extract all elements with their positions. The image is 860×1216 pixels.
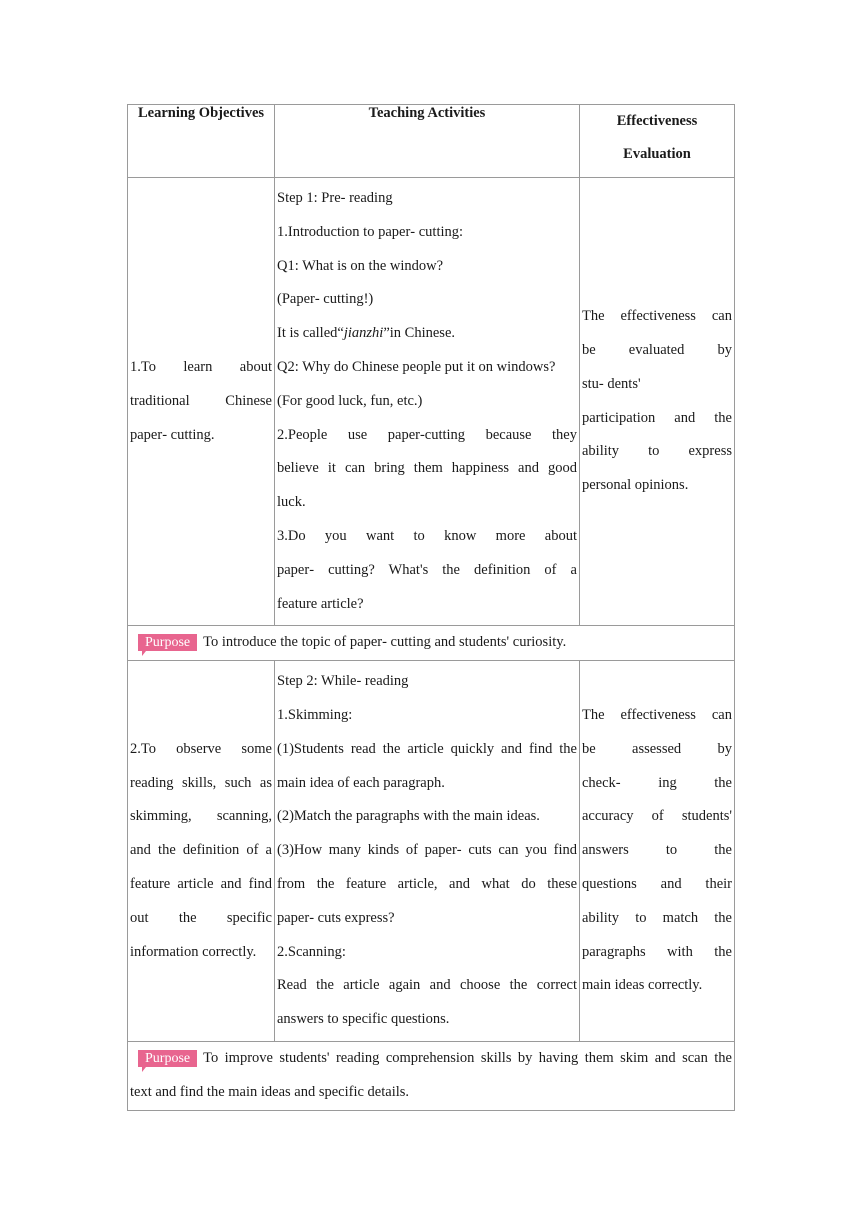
activity-line: answers to specific questions. [277, 1011, 450, 1028]
evaluation-line: The effectiveness can [582, 706, 732, 723]
objective-cell-2 [128, 661, 275, 1042]
activity-line: feature article? [277, 595, 364, 612]
activity-line: believe it can bring them happiness and good [277, 460, 577, 477]
activities-cell-1 [275, 178, 580, 626]
activity-line: luck. [277, 494, 306, 511]
evaluation-line: The effectiveness can [582, 308, 732, 325]
activities-cell-2 [275, 661, 580, 1042]
objective-line: 2.To observe some [130, 740, 272, 757]
purpose-tag: Purpose [138, 634, 197, 651]
evaluation-line: personal opinions. [582, 477, 689, 494]
activity-line: (3)How many kinds of paper‐ cuts can you find [277, 842, 577, 859]
objective-line: paper‐ cutting. [130, 426, 215, 443]
activity-line [277, 317, 577, 351]
activity-line: paper‐ cuts express? [277, 909, 395, 926]
objective-line: 1.To learn about [130, 358, 272, 375]
activity-line: (For good luck, fun, etc.) [277, 392, 423, 409]
activity-line: Q2: Why do Chinese people put it on windows? [277, 358, 556, 375]
evaluation-line: stu‐ dents' [582, 375, 641, 392]
purpose-text: To improve students' reading comprehension skills by having them skim and scan the [203, 1049, 732, 1066]
purpose-line: text and find the main ideas and specific details. [130, 1083, 410, 1100]
evaluation-cell-2 [580, 661, 735, 1042]
lesson-plan-table [127, 104, 735, 1111]
purpose-row [128, 626, 735, 661]
activity-line: 2.People use paper‐cutting because they [277, 426, 577, 443]
objective-line: skimming, scanning, [130, 808, 272, 825]
activity-line: 1.Introduction to paper‐ cutting: [277, 223, 464, 240]
evaluation-line: accuracy of students' [582, 808, 732, 825]
purpose-row [128, 1041, 735, 1110]
objective-line: information correctly. [130, 943, 257, 960]
header-effectiveness-evaluation [580, 105, 735, 178]
evaluation-line: check‐ ing the [582, 774, 732, 791]
activity-line: 2.Scanning: [277, 943, 346, 960]
objective-line: out the specific [130, 909, 272, 926]
header-row [128, 105, 735, 178]
purpose-text: To introduce the topic of paper‐ cutting and students' curiosity. [203, 634, 567, 651]
evaluation-line: be assessed by [582, 740, 732, 757]
purpose-cell-1 [128, 626, 735, 661]
evaluation-line: participation and the [582, 409, 732, 426]
table-row [128, 178, 735, 626]
evaluation-line: main ideas correctly. [582, 977, 703, 994]
activity-line: main idea of each paragraph. [277, 774, 445, 791]
activity-text: ”in Chinese. [383, 325, 456, 342]
activity-line: Step 1: Pre‐ reading [277, 190, 393, 206]
header-eval-line1: Effectiveness [616, 113, 698, 129]
header-eval-line2: Evaluation [623, 146, 691, 162]
activity-text: It is called“ [277, 325, 344, 342]
activity-line: Step 2: While‐ reading [277, 673, 409, 690]
purpose-cell-2 [128, 1041, 735, 1110]
evaluation-line: paragraphs with the [582, 943, 732, 960]
purpose-tag: Purpose [138, 1050, 197, 1067]
activity-italic-text: jianzhi [343, 325, 384, 342]
objective-cell-1 [128, 178, 275, 626]
objective-line: feature article and find [130, 875, 272, 892]
activity-line: 3.Do you want to know more about [277, 527, 577, 544]
objective-line: and the definition of a [130, 842, 272, 859]
activity-line: (1)Students read the article quickly and find the [277, 740, 577, 757]
evaluation-line: be evaluated by [582, 342, 732, 359]
evaluation-cell-1 [580, 178, 735, 626]
header-teaching-activities: Teaching Activities [275, 105, 580, 178]
evaluation-line: questions and their [582, 875, 732, 892]
activity-line: from the feature article, and what do these [277, 875, 577, 892]
table-row [128, 661, 735, 1042]
evaluation-line: ability to express [582, 443, 732, 460]
objective-line: reading skills, such as [130, 774, 272, 791]
evaluation-line: ability to match the [582, 909, 732, 926]
activity-line: Q1: What is on the window? [277, 257, 444, 274]
activity-line: (2)Match the paragraphs with the main ideas. [277, 808, 540, 825]
activity-line: 1.Skimming: [277, 706, 353, 723]
activity-line: Read the article again and choose the correct [277, 977, 577, 994]
activity-line: paper‐ cutting? What's the definition of a [277, 561, 577, 578]
objective-line: traditional Chinese [130, 392, 272, 409]
activity-line: (Paper‐ cutting!) [277, 291, 374, 308]
evaluation-line: answers to the [582, 842, 732, 859]
purpose-line [130, 1042, 732, 1076]
header-learning-objectives: Learning Objectives [128, 105, 275, 178]
